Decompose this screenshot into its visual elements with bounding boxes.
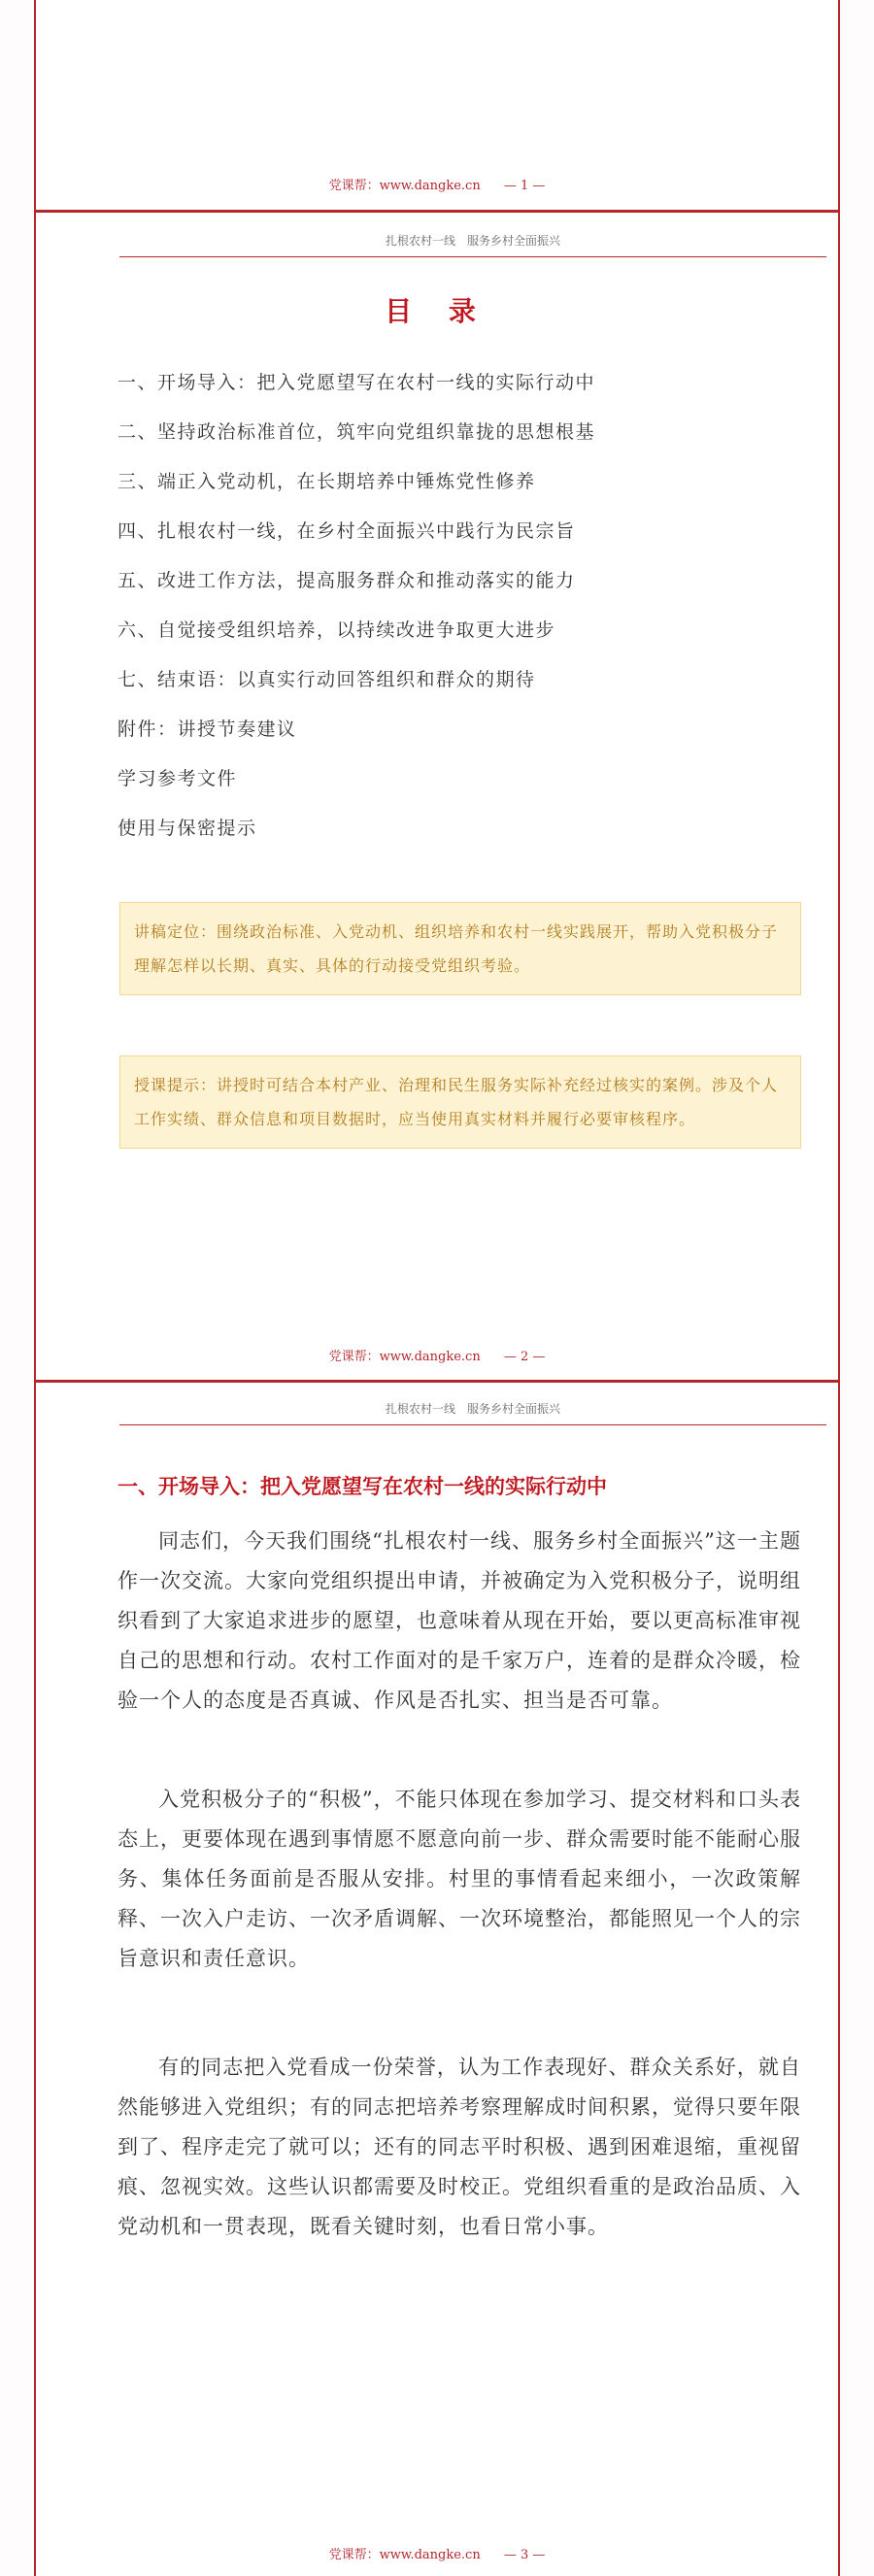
running-header: 扎根农村一线 服务乡村全面振兴 bbox=[119, 232, 826, 257]
toc-item[interactable]: 七、结束语：以真实行动回答组织和群众的期待 bbox=[118, 669, 536, 690]
toc-item[interactable]: 学习参考文件 bbox=[118, 768, 238, 789]
toc-item[interactable]: 二、坚持政治标准首位，筑牢向党组织靠拢的思想根基 bbox=[118, 421, 596, 443]
body-paragraph: 有的同志把入党看成一份荣誉，认为工作表现好、群众关系好，就自然能够进入党组织；有的同志把培养考察理解成时间积累，觉得只要年限到了、程序走完了就可以；还有的同志平时积极、遇到困难退缩，重视留痕、忽视实效。这些认识都需要及时校正。党组织看重的是政治品质、入党动机和一贯表现，既看关键时刻，也看日常小事。 bbox=[118, 2056, 801, 2238]
teaching-tip-note: 授课提示：讲授时可结合本村产业、治理和民生服务实际补充经过核实的案例。涉及个人工作实绩、群众信息和项目数据时，应当使用真实材料并履行必要审核程序。 bbox=[119, 1055, 801, 1149]
footer-site: 党课帮：www.dangke.cn bbox=[328, 179, 481, 193]
page-2 bbox=[34, 213, 840, 1380]
page-footer bbox=[36, 175, 838, 193]
running-header: 扎根农村一线 服务乡村全面振兴 bbox=[119, 1400, 826, 1425]
page-1 bbox=[34, 0, 840, 210]
toc-item[interactable]: 五、改进工作方法，提高服务群众和推动落实的能力 bbox=[118, 570, 576, 591]
toc-title: 目 录 bbox=[385, 295, 489, 327]
toc-item[interactable]: 一、开场导入：把入党愿望写在农村一线的实际行动中 bbox=[118, 372, 596, 393]
section-heading: 一、开场导入：把入党愿望写在农村一线的实际行动中 bbox=[118, 1475, 607, 1498]
page-footer bbox=[36, 1346, 838, 1364]
body-paragraph: 同志们，今天我们围绕“扎根农村一线、服务乡村全面振兴”这一主题作一次交流。大家向党组织提出申请，并被确定为入党积极分子，说明组织看到了大家追求进步的愿望，也意味着从现在开始，要以更高标准审视自己的思想和行动。农村工作面对的是千家万户，连着的是群众冷暖，检验一个人的态度是否真诚、作风是否扎实、担当是否可靠。 bbox=[118, 1529, 801, 1712]
footer-site: 党课帮：www.dangke.cn bbox=[328, 2548, 481, 2562]
body-paragraph: 入党积极分子的“积极”，不能只体现在参加学习、提交材料和口头表态上，更要体现在遇到事情愿不愿意向前一步、群众需要时能不能耐心服务、集体任务面前是否服从安排。村里的事情看起来细小，一次政策解释、一次入户走访、一次矛盾调解、一次环境整治，都能照见一个人的宗旨意识和责任意识。 bbox=[118, 1788, 801, 1970]
toc-item[interactable]: 三、端正入党动机，在长期培养中锤炼党性修养 bbox=[118, 471, 536, 492]
toc-item[interactable]: 使用与保密提示 bbox=[118, 818, 257, 839]
page-footer bbox=[36, 2544, 838, 2562]
footer-site: 党课帮：www.dangke.cn bbox=[328, 1350, 481, 1364]
toc-item[interactable]: 六、自觉接受组织培养，以持续改进争取更大进步 bbox=[118, 619, 556, 641]
toc-item[interactable]: 附件：讲授节奏建议 bbox=[118, 719, 297, 740]
footer-page-number: — 3 — bbox=[503, 2548, 546, 2562]
positioning-note: 讲稿定位：围绕政治标准、入党动机、组织培养和农村一线实践展开，帮助入党积极分子理解怎样以长期、真实、具体的行动接受党组织考验。 bbox=[119, 902, 801, 995]
page-3 bbox=[34, 1383, 840, 2576]
footer-page-number: — 2 — bbox=[503, 1350, 546, 1364]
toc-item[interactable]: 四、扎根农村一线，在乡村全面振兴中践行为民宗旨 bbox=[118, 520, 576, 542]
footer-page-number: — 1 — bbox=[503, 179, 546, 193]
